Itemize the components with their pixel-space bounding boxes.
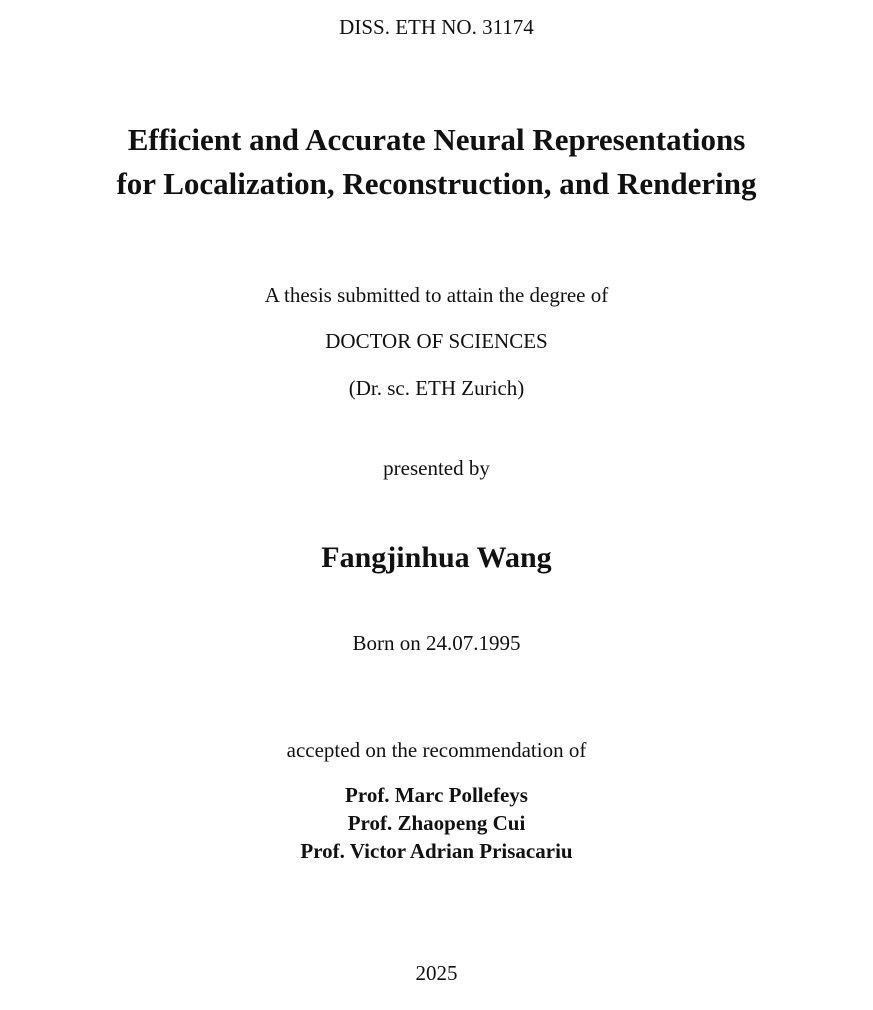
advisor-name: Prof. Marc Pollefeys (345, 783, 528, 807)
degree-intro: A thesis submitted to attain the degree of (264, 283, 609, 307)
dissertation-number: DISS. ETH NO. 31174 (339, 15, 534, 39)
presented-by-label: presented by (383, 456, 490, 480)
thesis-title-line: for Localization, Reconstruction, and Rendering (116, 166, 757, 201)
degree-name: DOCTOR OF SCIENCES (325, 329, 548, 353)
advisor-list (0, 781, 873, 865)
degree-abbreviation: (Dr. sc. ETH Zurich) (348, 376, 525, 400)
recommendation-intro: accepted on the recommendation of (286, 738, 587, 762)
thesis-title-line: Efficient and Accurate Neural Representations (127, 122, 746, 157)
birth-date: Born on 24.07.1995 (352, 631, 521, 655)
advisor-name: Prof. Zhaopeng Cui (347, 811, 526, 835)
publication-year: 2025 (415, 961, 458, 985)
author-name: Fangjinhua Wang (321, 541, 552, 574)
thesis-title (0, 118, 873, 206)
advisor-name: Prof. Victor Adrian Prisacariu (300, 839, 573, 863)
